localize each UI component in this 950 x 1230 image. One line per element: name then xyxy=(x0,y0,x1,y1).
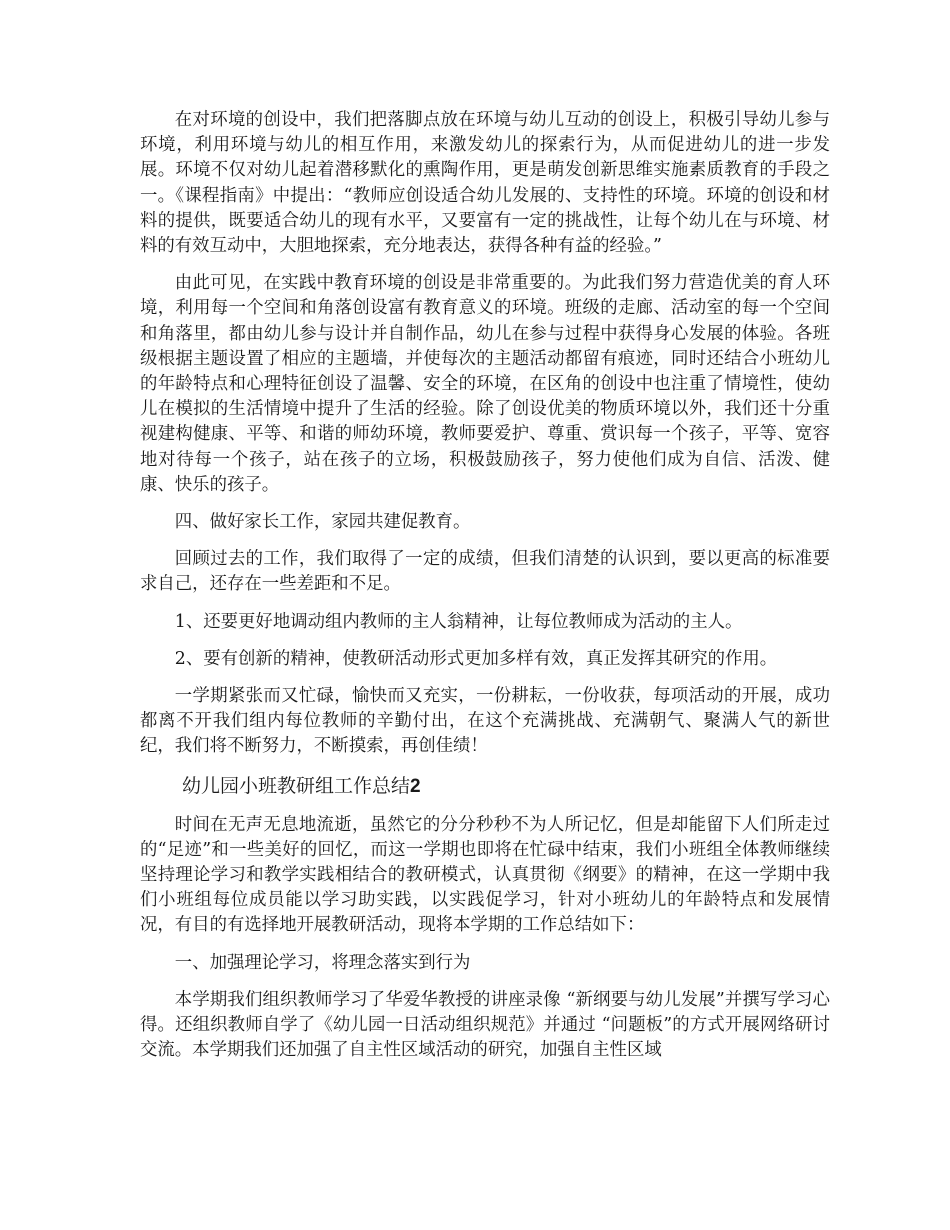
section-heading-number: 2 xyxy=(410,775,421,797)
paragraph-theory-study: 一、加强理论学习，将理念落实到行为 xyxy=(174,952,471,973)
section-heading-text: 幼儿园小班教研组工作总结 xyxy=(182,774,411,797)
paragraph-conclusion: 一学期紧张而又忙碌，愉快而又充实，一份耕耘，一份收获，每项活动的开展，成功都离不开我们组内每位教师的辛勤付出，在这个充满挑战、充满朝气、聚满人气的新世纪，我们将不断努力，不断摸索，再创佳绩！ xyxy=(140,686,830,757)
paragraph-study-details: 本学期我们组织教师学习了华爱华教授的讲座录像 “新纲要与幼儿发展”并撰写学习心得。还组织教师自学了《幼儿园一日活动组织规范》并通过 “问题板”的方式开展网络研讨交流。本学期我们还加强了自主性区域活动的研究，加强自主性区域 xyxy=(140,989,830,1061)
paragraph-shortcoming-1: 1、还要更好地调动组内教师的主人翁精神，让每位教师成为活动的主人。 xyxy=(174,611,743,632)
paragraph-parent-work: 四、做好家长工作，家园共建促教育。 xyxy=(174,512,471,533)
paragraph-environment-creation: 在对环境的创设中，我们把落脚点放在环境与幼儿互动的创设上，积极引导幼儿参与环境，利用环境与幼儿的相互作用，来激发幼儿的探索行为，从而促进幼儿的进一步发展。环境不仅对幼儿起着潜移默化的熏陶作用，更是萌发创新思维实施素质教育的手段之一。《课程指南》中提出：“教师应创设适合幼儿发展的、支持性的环境。环境的创设和材料的提供，既要适合幼儿的现有水平，又要富有一定的挑战性，让每个幼儿在与环境、材料的有效互动中，大胆地探索，充分地表达，获得各种有益的经验。” xyxy=(140,110,830,257)
paragraph-environment-importance: 由此可见，在实践中教育环境的创设是非常重要的。为此我们努力营造优美的育人环境，利用每一个空间和角落创设富有教育意义的环境。班级的走廊、活动室的每一个空间和角落里，都由幼儿参与设计并自制作品，幼儿在参与过程中获得身心发展的体验。各班级根据主题设置了相应的主题墙，并使每次的主题活动都留有痕迹，同时还结合小班幼儿的年龄特点和心理特征创设了温馨、安全的环境，在区角的创设中也注重了情境性，使幼儿在模拟的生活情境中提升了生活的经验。除了创设优美的物质环境以外，我们还十分重视建构健康、平等、和谐的师幼环境，教师要爱护、尊重、赏识每一个孩子，平等、宽容地对待每一个孩子，站在孩子的立场，积极鼓励孩子，努力使他们成为自信、活泼、健康、快乐的孩子。 xyxy=(140,273,830,495)
paragraph-review: 回顾过去的工作，我们取得了一定的成绩，但我们清楚的认识到，要以更高的标准要求自己，还存在一些差距和不足。 xyxy=(140,549,830,595)
paragraph-shortcoming-2: 2、要有创新的精神，使教研活动形式更加多样有效，真正发挥其研究的作用。 xyxy=(174,648,778,669)
paragraph-intro: 时间在无声无息地流逝，虽然它的分分秒秒不为人所记忆，但是却能留下人们所走过的“足迹”和一些美好的回忆，而这一学期也即将在忙碌中结束，我们小班组全体教师继续坚持理论学习和教学实践相结合的教研模式，认真贯彻《纲要》的精神，在这一学期中我们小班组每位成员能以学习助实践，以实践促学习，针对小班幼儿的年龄特点和发展情况，有目的有选择地开展教研活动，现将本学期的工作总结如下： xyxy=(140,814,830,936)
document-body xyxy=(140,108,830,1076)
section-heading xyxy=(140,772,830,801)
